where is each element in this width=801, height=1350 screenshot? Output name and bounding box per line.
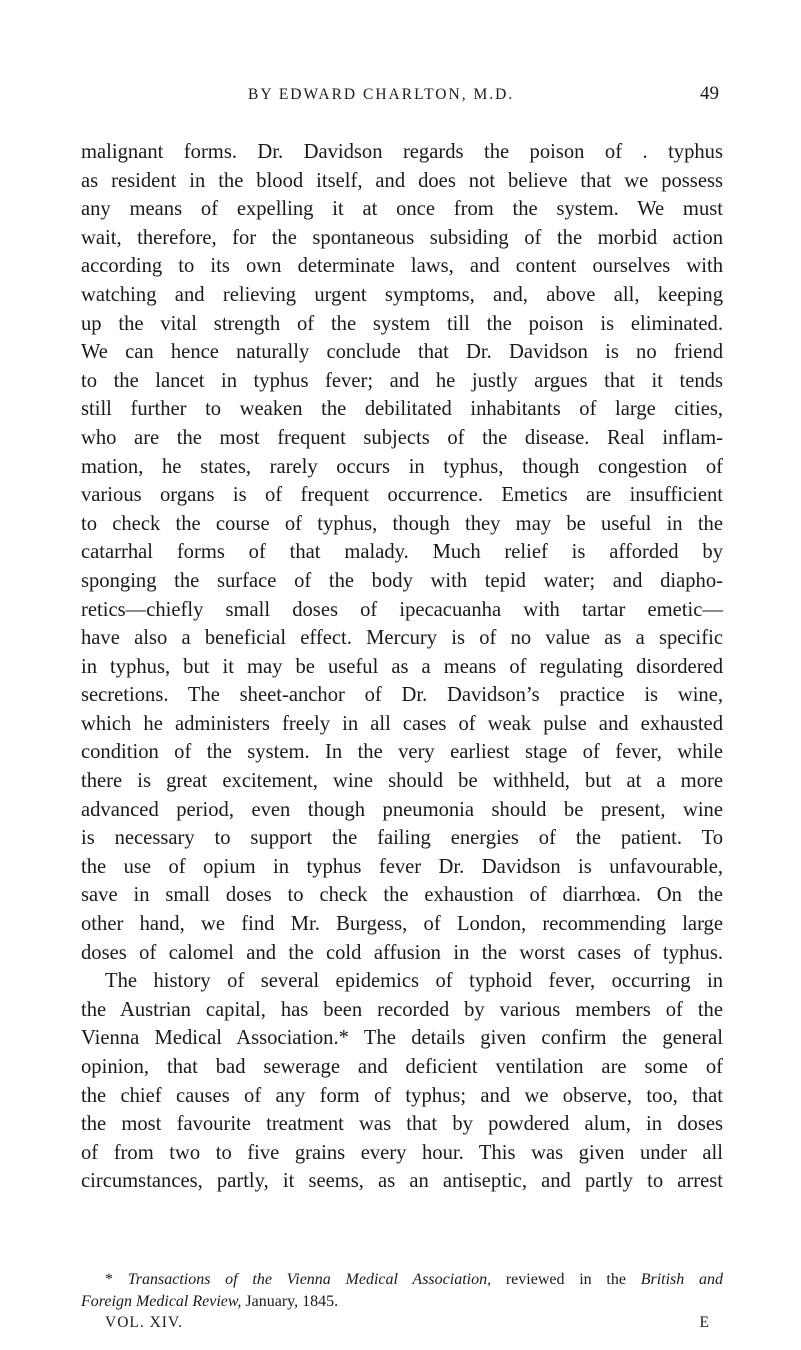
- text-line: there is great excitement, wine should be withheld, but at a more: [81, 770, 723, 793]
- text-line: as resident in the blood itself, and does not believe that we possess: [81, 169, 723, 192]
- text-line: Vienna Medical Association.* The details given confirm the general: [81, 1027, 723, 1050]
- text-line: is necessary to support the failing energies of the patient. To: [81, 827, 723, 850]
- running-head: BY EDWARD CHARLTON, M.D.: [248, 86, 515, 103]
- text-line: to the lancet in typhus fever; and he justly argues that it tends: [81, 369, 723, 392]
- signature-mark: E: [699, 1314, 710, 1331]
- text-line: doses of calomel and the cold affusion in the worst cases of typhus.: [81, 941, 723, 964]
- text-line: have also a beneficial effect. Mercury is of no value as a specific: [81, 627, 723, 650]
- text-line: the chief causes of any form of typhus; and we observe, too, that: [81, 1084, 723, 1107]
- text-line: wait, therefore, for the spontaneous subsiding of the morbid action: [81, 226, 723, 249]
- text-line: the most favourite treatment was that by powdered alum, in doses: [81, 1113, 723, 1136]
- page-number: 49: [700, 83, 719, 104]
- signature-line: [105, 1314, 710, 1336]
- text-line: retics—chiefly small doses of ipecacuanha with tartar emetic—: [81, 598, 723, 621]
- text-line: circumstances, partly, it seems, as an antiseptic, and partly to arrest: [81, 1170, 723, 1193]
- footnote: [81, 1269, 723, 1313]
- footnote-journal-part1: British and: [640, 1271, 724, 1288]
- text-line: according to its own determinate laws, and content ourselves with: [81, 255, 723, 278]
- text-line: sponging the surface of the body with tepid water; and diapho-: [81, 569, 723, 592]
- text-line: of from two to five grains every hour. This was given under all: [81, 1141, 723, 1164]
- text-line: any means of expelling it at once from the system. We must: [81, 198, 723, 221]
- text-line: mation, he states, rarely occurs in typhus, though congestion of: [81, 455, 723, 478]
- text-line: the use of opium in typhus fever Dr. Davidson is unfavourable,: [81, 855, 723, 878]
- footnote-line: [81, 1269, 723, 1291]
- text-line: still further to weaken the debilitated inhabitants of large cities,: [81, 398, 723, 421]
- footnote-reviewed: reviewed in the: [505, 1271, 626, 1288]
- volume-label: VOL. XIV.: [105, 1314, 184, 1331]
- text-line: secretions. The sheet-anchor of Dr. Davidson’s practice is wine,: [81, 684, 723, 707]
- footnote-title: Transactions of the Vienna Medical Association,: [127, 1271, 492, 1288]
- text-line: save in small doses to check the exhaustion of diarrhœa. On the: [81, 884, 723, 907]
- text-line: the Austrian capital, has been recorded by various members of the: [81, 998, 723, 1021]
- text-line: other hand, we find Mr. Burgess, of London, recommending large: [81, 913, 723, 936]
- text-line: malignant forms. Dr. Davidson regards the poison of . typhus: [81, 141, 723, 163]
- body-text: [81, 138, 723, 1196]
- text-line: condition of the system. In the very earliest stage of fever, while: [81, 741, 723, 764]
- text-line: various organs is of frequent occurrence. Emetics are insufficient: [81, 484, 723, 507]
- text-line: to check the course of typhus, though they may be useful in the: [81, 512, 723, 535]
- text-line: advanced period, even though pneumonia should be present, wine: [81, 798, 723, 821]
- footnote-date: January, 1845.: [245, 1293, 339, 1310]
- text-line: watching and relieving urgent symptoms, and, above all, keeping: [81, 283, 723, 306]
- footnote-marker: *: [105, 1271, 113, 1288]
- text-line: opinion, that bad sewerage and deficient ventilation are some of: [81, 1056, 723, 1078]
- footnote-journal-part2: Foreign Medical Review,: [81, 1293, 242, 1310]
- text-line: The history of several epidemics of typhoid fever, occurring in: [105, 970, 723, 993]
- text-line: catarrhal forms of that malady. Much relief is afforded by: [81, 541, 723, 564]
- footnote-line: [81, 1291, 723, 1313]
- running-header: [0, 83, 801, 110]
- text-line: which he administers freely in all cases of weak pulse and exhausted: [81, 712, 723, 735]
- text-line: We can hence naturally conclude that Dr. Davidson is no friend: [81, 341, 723, 364]
- text-line: in typhus, but it may be useful as a means of regulating disordered: [81, 655, 723, 678]
- text-line: who are the most frequent subjects of the disease. Real inflam-: [81, 426, 723, 449]
- text-line: up the vital strength of the system till the poison is eliminated.: [81, 312, 723, 335]
